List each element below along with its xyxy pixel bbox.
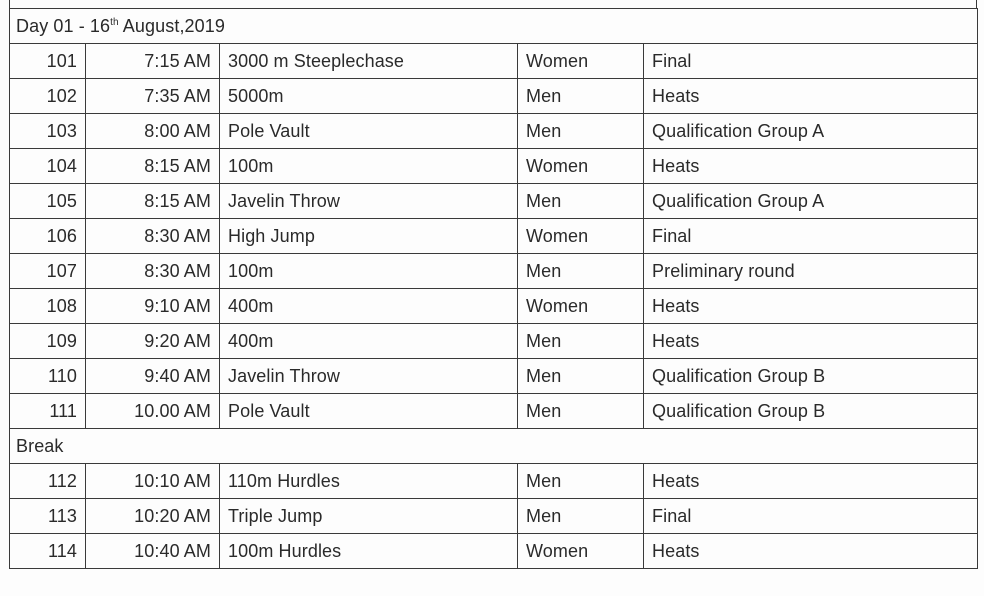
- event-time-cell: 7:15 AM: [86, 44, 220, 79]
- schedule-body: [10, 9, 978, 569]
- event-name-cell: 100m Hurdles: [220, 534, 518, 569]
- event-name-cell: 110m Hurdles: [220, 464, 518, 499]
- event-time-cell: 7:35 AM: [86, 79, 220, 114]
- event-time-cell: 10.00 AM: [86, 394, 220, 429]
- schedule-row: [10, 149, 978, 184]
- event-number-cell: 110: [10, 359, 86, 394]
- event-number-cell: 113: [10, 499, 86, 534]
- event-name-cell: Javelin Throw: [220, 184, 518, 219]
- event-number-cell: 101: [10, 44, 86, 79]
- schedule-row: [10, 219, 978, 254]
- event-round-cell: Final: [644, 44, 978, 79]
- event-time-cell: 10:10 AM: [86, 464, 220, 499]
- event-number-cell: 112: [10, 464, 86, 499]
- schedule-row: [10, 464, 978, 499]
- event-number-cell: 104: [10, 149, 86, 184]
- event-name-cell: 400m: [220, 324, 518, 359]
- schedule-row: [10, 499, 978, 534]
- event-number-cell: 106: [10, 219, 86, 254]
- event-number-cell: 114: [10, 534, 86, 569]
- event-gender-cell: Men: [518, 464, 644, 499]
- event-number-cell: 108: [10, 289, 86, 324]
- event-gender-cell: Men: [518, 79, 644, 114]
- event-round-cell: Heats: [644, 324, 978, 359]
- event-time-cell: 10:20 AM: [86, 499, 220, 534]
- event-name-cell: 5000m: [220, 79, 518, 114]
- event-round-cell: Heats: [644, 79, 978, 114]
- event-schedule-table: [9, 8, 978, 569]
- event-time-cell: 9:10 AM: [86, 289, 220, 324]
- schedule-row: [10, 534, 978, 569]
- event-time-cell: 9:20 AM: [86, 324, 220, 359]
- event-number-cell: 102: [10, 79, 86, 114]
- schedule-row: [10, 184, 978, 219]
- schedule-row: [10, 44, 978, 79]
- schedule-row: [10, 394, 978, 429]
- event-gender-cell: Women: [518, 44, 644, 79]
- event-name-cell: Pole Vault: [220, 114, 518, 149]
- event-round-cell: Qualification Group B: [644, 359, 978, 394]
- break-row: [10, 429, 978, 464]
- event-round-cell: Heats: [644, 534, 978, 569]
- day-header-prefix: Day 01 - 16: [16, 15, 111, 36]
- event-gender-cell: Women: [518, 149, 644, 184]
- event-time-cell: 8:30 AM: [86, 254, 220, 289]
- event-time-cell: 8:30 AM: [86, 219, 220, 254]
- event-round-cell: Qualification Group A: [644, 114, 978, 149]
- event-number-cell: 107: [10, 254, 86, 289]
- event-round-cell: Preliminary round: [644, 254, 978, 289]
- event-number-cell: 103: [10, 114, 86, 149]
- event-gender-cell: Women: [518, 289, 644, 324]
- break-label: Break: [10, 429, 978, 464]
- event-gender-cell: Men: [518, 359, 644, 394]
- event-time-cell: 10:40 AM: [86, 534, 220, 569]
- event-gender-cell: Men: [518, 114, 644, 149]
- event-time-cell: 8:00 AM: [86, 114, 220, 149]
- event-round-cell: Heats: [644, 149, 978, 184]
- event-name-cell: Pole Vault: [220, 394, 518, 429]
- event-gender-cell: Men: [518, 394, 644, 429]
- event-name-cell: Triple Jump: [220, 499, 518, 534]
- event-number-cell: 109: [10, 324, 86, 359]
- day-header-ordinal: th: [110, 16, 119, 28]
- event-gender-cell: Women: [518, 219, 644, 254]
- table-top-edge: [9, 0, 977, 8]
- event-time-cell: 9:40 AM: [86, 359, 220, 394]
- event-round-cell: Qualification Group B: [644, 394, 978, 429]
- event-number-cell: 105: [10, 184, 86, 219]
- event-gender-cell: Men: [518, 254, 644, 289]
- event-gender-cell: Men: [518, 499, 644, 534]
- event-name-cell: 100m: [220, 254, 518, 289]
- schedule-row: [10, 114, 978, 149]
- event-gender-cell: Men: [518, 324, 644, 359]
- event-name-cell: 400m: [220, 289, 518, 324]
- schedule-row: [10, 324, 978, 359]
- event-name-cell: Javelin Throw: [220, 359, 518, 394]
- schedule-row: [10, 289, 978, 324]
- event-round-cell: Heats: [644, 289, 978, 324]
- event-round-cell: Final: [644, 219, 978, 254]
- event-round-cell: Heats: [644, 464, 978, 499]
- event-number-cell: 111: [10, 394, 86, 429]
- schedule-row: [10, 79, 978, 114]
- schedule-row: [10, 254, 978, 289]
- schedule-row: [10, 359, 978, 394]
- event-round-cell: Final: [644, 499, 978, 534]
- event-name-cell: 3000 m Steeplechase: [220, 44, 518, 79]
- event-name-cell: High Jump: [220, 219, 518, 254]
- event-gender-cell: Women: [518, 534, 644, 569]
- day-header-suffix: August,2019: [118, 15, 225, 36]
- event-name-cell: 100m: [220, 149, 518, 184]
- event-time-cell: 8:15 AM: [86, 149, 220, 184]
- day-header-cell: [10, 9, 978, 44]
- day-header-row: [10, 9, 978, 44]
- event-gender-cell: Men: [518, 184, 644, 219]
- event-time-cell: 8:15 AM: [86, 184, 220, 219]
- event-round-cell: Qualification Group A: [644, 184, 978, 219]
